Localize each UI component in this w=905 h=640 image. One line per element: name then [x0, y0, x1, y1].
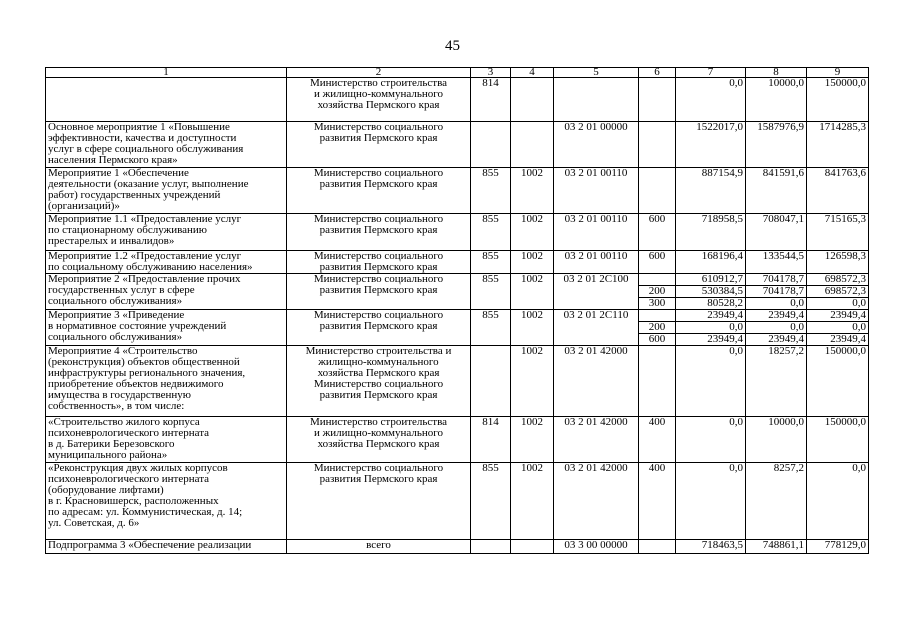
grbs-code: 855: [471, 463, 511, 540]
section-code: 1002: [511, 463, 554, 540]
value-col9: 23949,4: [807, 334, 869, 346]
section-code: [511, 78, 554, 122]
expense-type: [639, 168, 676, 214]
value-col8: 8257,2: [746, 463, 807, 540]
budget-table: [45, 67, 869, 554]
target-article: 03 3 00 00000: [554, 540, 639, 554]
value-col9: 715165,3: [807, 214, 869, 251]
activity-name: Основное мероприятие 1 «Повышение эффективности, качества и доступности услуг в сфере социального обслуживания населения Пермского края»: [46, 122, 287, 168]
table-row: [46, 274, 869, 286]
value-col7: 0,0: [676, 417, 746, 463]
table-row: [46, 251, 869, 274]
target-article: 03 2 01 00110: [554, 251, 639, 274]
value-col9: 841763,6: [807, 168, 869, 214]
target-article: 03 2 01 42000: [554, 463, 639, 540]
column-header: 6: [639, 68, 676, 78]
executor: Министерство строительства и жилищно-коммунального хозяйства Пермского края Министерство социального развития Пермского края: [287, 346, 471, 417]
expense-type: 600: [639, 214, 676, 251]
value-col7: 0,0: [676, 463, 746, 540]
value-col8: 10000,0: [746, 78, 807, 122]
section-code: [511, 122, 554, 168]
value-col9: 23949,4: [807, 310, 869, 322]
value-col7: 1522017,0: [676, 122, 746, 168]
table-row: [46, 310, 869, 322]
target-article: 03 2 01 00110: [554, 168, 639, 214]
grbs-code: [471, 122, 511, 168]
value-col7: 887154,9: [676, 168, 746, 214]
section-code: 1002: [511, 310, 554, 346]
value-col9: 0,0: [807, 463, 869, 540]
section-code: 1002: [511, 417, 554, 463]
executor: Министерство строительства и жилищно-коммунального хозяйства Пермского края: [287, 417, 471, 463]
executor: Министерство социального развития Пермского края: [287, 122, 471, 168]
value-col7: 23949,4: [676, 310, 746, 322]
activity-name: Мероприятие 1 «Обеспечение деятельности (оказание услуг, выполнение работ) государственных учреждений (организаций)»: [46, 168, 287, 214]
activity-name: Мероприятие 1.1 «Предоставление услуг по стационарному обслуживанию престарелых и инвалидов»: [46, 214, 287, 251]
header-row: [46, 68, 869, 78]
activity-name: Подпрограмма 3 «Обеспечение реализации: [46, 540, 287, 554]
column-header: 8: [746, 68, 807, 78]
value-col8: 0,0: [746, 322, 807, 334]
target-article: [554, 78, 639, 122]
column-header: 2: [287, 68, 471, 78]
value-col8: 0,0: [746, 298, 807, 310]
table-row: [46, 346, 869, 417]
section-code: 1002: [511, 274, 554, 310]
value-col9: 150000,0: [807, 417, 869, 463]
table-row: [46, 463, 869, 540]
value-col7: 0,0: [676, 78, 746, 122]
executor: Министерство социального развития Пермского края: [287, 168, 471, 214]
activity-name: [46, 78, 287, 122]
expense-type: 600: [639, 251, 676, 274]
column-header: 1: [46, 68, 287, 78]
expense-type: [639, 274, 676, 286]
column-header: 9: [807, 68, 869, 78]
value-col8: 704178,7: [746, 286, 807, 298]
expense-type: 400: [639, 417, 676, 463]
section-code: 1002: [511, 214, 554, 251]
expense-type: [639, 540, 676, 554]
value-col7: 0,0: [676, 346, 746, 417]
table-row: [46, 168, 869, 214]
target-article: 03 2 01 2С100: [554, 274, 639, 310]
grbs-code: 855: [471, 214, 511, 251]
value-col9: 126598,3: [807, 251, 869, 274]
grbs-code: 814: [471, 417, 511, 463]
column-header: 3: [471, 68, 511, 78]
value-col8: 708047,1: [746, 214, 807, 251]
value-col7: 718958,5: [676, 214, 746, 251]
value-col7: 530384,5: [676, 286, 746, 298]
value-col9: 150000,0: [807, 346, 869, 417]
expense-type: [639, 310, 676, 322]
section-code: 1002: [511, 251, 554, 274]
grbs-code: [471, 346, 511, 417]
activity-name: Мероприятие 1.2 «Предоставление услуг по социальному обслуживанию населения»: [46, 251, 287, 274]
executor: Министерство социального развития Пермского края: [287, 310, 471, 346]
expense-type: 400: [639, 463, 676, 540]
value-col7: 168196,4: [676, 251, 746, 274]
target-article: 03 2 01 00000: [554, 122, 639, 168]
grbs-code: 814: [471, 78, 511, 122]
value-col8: 133544,5: [746, 251, 807, 274]
expense-type: 200: [639, 286, 676, 298]
value-col7: 23949,4: [676, 334, 746, 346]
value-col8: 23949,4: [746, 310, 807, 322]
executor: всего: [287, 540, 471, 554]
executor: Министерство социального развития Пермского края: [287, 214, 471, 251]
value-col8: 1587976,9: [746, 122, 807, 168]
target-article: 03 2 01 2С110: [554, 310, 639, 346]
expense-type: 600: [639, 334, 676, 346]
page-number: 45: [445, 38, 460, 54]
value-col9: 0,0: [807, 322, 869, 334]
executor: Министерство социального развития Пермского края: [287, 251, 471, 274]
value-col7: 610912,7: [676, 274, 746, 286]
executor: Министерство строительства и жилищно-коммунального хозяйства Пермского края: [287, 78, 471, 122]
value-col9: 0,0: [807, 298, 869, 310]
expense-type: [639, 346, 676, 417]
grbs-code: 855: [471, 251, 511, 274]
section-code: 1002: [511, 346, 554, 417]
value-col8: 704178,7: [746, 274, 807, 286]
value-col8: 10000,0: [746, 417, 807, 463]
table-row: [46, 122, 869, 168]
table-body: [46, 68, 869, 554]
activity-name: Мероприятие 2 «Предоставление прочих государственных услуг в сфере социального обслуживания»: [46, 274, 287, 310]
column-header: 4: [511, 68, 554, 78]
value-col7: 0,0: [676, 322, 746, 334]
table-row: [46, 540, 869, 554]
expense-type: 200: [639, 322, 676, 334]
executor: Министерство социального развития Пермского края: [287, 274, 471, 310]
section-code: 1002: [511, 168, 554, 214]
value-col8: 18257,2: [746, 346, 807, 417]
grbs-code: [471, 540, 511, 554]
value-col9: 698572,3: [807, 274, 869, 286]
section-code: [511, 540, 554, 554]
table-row: [46, 417, 869, 463]
value-col9: 778129,0: [807, 540, 869, 554]
table-row: [46, 214, 869, 251]
activity-name: Мероприятие 4 «Строительство (реконструкция) объектов общественной инфраструктуры регионального значения, приобретение объектов недвижимого имущества в государственную собственность», в том числе:: [46, 346, 287, 417]
value-col7: 718463,5: [676, 540, 746, 554]
grbs-code: 855: [471, 168, 511, 214]
target-article: 03 2 01 42000: [554, 346, 639, 417]
value-col7: 80528,2: [676, 298, 746, 310]
expense-type: [639, 78, 676, 122]
activity-name: «Реконструкция двух жилых корпусов психоневрологического интерната (оборудование лифтами) в г. Красновишерск, расположенных по адресам: ул. Коммунистическая, д. 14; ул. Советская, д. 6»: [46, 463, 287, 540]
value-col8: 841591,6: [746, 168, 807, 214]
value-col8: 23949,4: [746, 334, 807, 346]
executor: Министерство социального развития Пермского края: [287, 463, 471, 540]
target-article: 03 2 01 42000: [554, 417, 639, 463]
expense-type: [639, 122, 676, 168]
expense-type: 300: [639, 298, 676, 310]
table-row: [46, 78, 869, 122]
value-col8: 748861,1: [746, 540, 807, 554]
value-col9: 150000,0: [807, 78, 869, 122]
grbs-code: 855: [471, 274, 511, 310]
value-col9: 1714285,3: [807, 122, 869, 168]
column-header: 5: [554, 68, 639, 78]
value-col9: 698572,3: [807, 286, 869, 298]
target-article: 03 2 01 00110: [554, 214, 639, 251]
grbs-code: 855: [471, 310, 511, 346]
activity-name: Мероприятие 3 «Приведение в нормативное состояние учреждений социального обслуживания»: [46, 310, 287, 346]
activity-name: «Строительство жилого корпуса психоневрологического интерната в д. Батерики Березовского муниципального района»: [46, 417, 287, 463]
column-header: 7: [676, 68, 746, 78]
